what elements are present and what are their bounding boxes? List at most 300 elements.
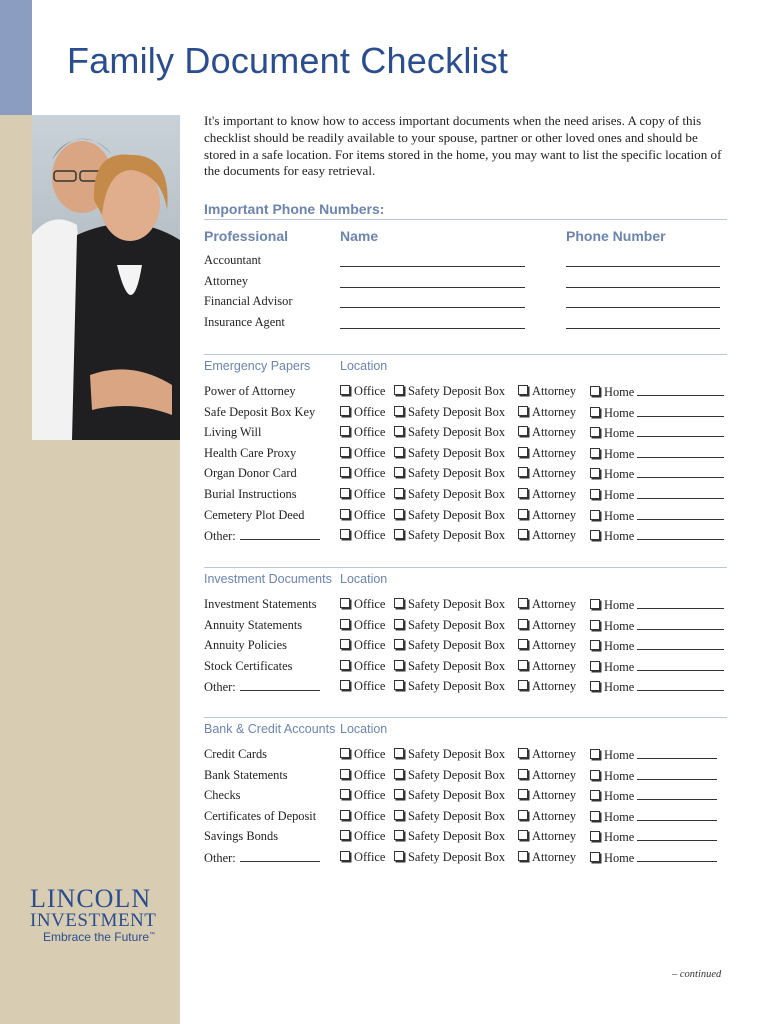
document-label [204,528,320,544]
home-location-field[interactable] [637,850,717,862]
checkbox-icon[interactable] [340,529,350,539]
checkbox-icon[interactable] [340,385,350,395]
checkbox-icon[interactable] [590,681,600,691]
option-home[interactable] [590,850,717,866]
section-title: Bank & Credit Accounts [204,722,336,736]
checkbox-icon[interactable] [394,830,404,840]
checkbox-icon[interactable] [340,769,350,779]
checkbox-icon[interactable] [394,680,404,690]
document-label [204,829,278,844]
option-label: Home [604,659,635,674]
checkbox-icon[interactable] [394,488,404,498]
section-location-label: Location [340,572,388,586]
option-label: Safety Deposit Box [408,617,506,632]
phone-field[interactable] [566,328,720,329]
checkbox-icon[interactable] [340,830,350,840]
checkbox-icon[interactable] [394,660,404,670]
option-home[interactable] [590,659,724,675]
name-field[interactable] [340,328,525,329]
home-location-field[interactable] [637,597,724,609]
option-label: Office [354,788,386,803]
option-label: Office [354,658,386,673]
document-row [204,829,730,849]
document-label-text: Power of Attorney [204,384,296,398]
option-safety-deposit-box[interactable] [394,405,505,420]
checkbox-icon[interactable] [394,406,404,416]
option-office[interactable] [340,466,385,481]
document-row [204,768,730,788]
document-row [204,508,730,528]
home-location-field[interactable] [637,679,724,691]
option-office[interactable] [340,425,385,440]
home-location-field[interactable] [637,829,717,841]
checkbox-icon[interactable] [340,447,350,457]
option-label: Safety Deposit Box [408,679,506,694]
home-location-field[interactable] [637,446,724,458]
document-row [204,659,730,679]
option-safety-deposit-box[interactable] [394,466,505,481]
option-safety-deposit-box[interactable] [394,850,505,865]
home-location-field[interactable] [637,618,724,630]
checkbox-icon[interactable] [590,599,600,609]
document-row [204,850,730,870]
document-label-text: Savings Bonds [204,829,279,844]
section-location-label: Location [340,722,388,736]
option-home[interactable] [590,446,724,462]
option-home[interactable] [590,809,717,825]
checkbox-icon[interactable] [340,619,350,629]
checkbox-icon[interactable] [394,447,404,457]
option-safety-deposit-box[interactable] [394,659,505,674]
option-home[interactable] [590,405,724,421]
option-attorney[interactable] [518,788,576,803]
document-label [204,747,267,762]
home-location-field[interactable] [637,487,724,499]
document-label-text: Investment Statements [204,597,317,611]
document-label [204,768,288,783]
checkbox-icon[interactable] [340,851,350,861]
option-label: Attorney [532,384,577,398]
home-location-field[interactable] [637,528,724,540]
checkbox-icon[interactable] [394,598,404,608]
checkbox-icon[interactable] [518,509,528,519]
option-safety-deposit-box[interactable] [394,809,505,824]
option-safety-deposit-box[interactable] [394,597,505,612]
checkbox-icon[interactable] [518,748,528,758]
intro-paragraph: It's important to know how to access important documents when the need arises. A copy of this checklist should be readily available to your spouse, partner or other loved ones and should be stored in a safe location. For items stored in the home, you may want to list the specific location of the documents for easy retrieval. [204,113,722,179]
option-office[interactable] [340,659,385,674]
checkbox-icon[interactable] [590,448,600,458]
checkbox-icon[interactable] [518,488,528,498]
option-attorney[interactable] [518,597,576,612]
checkbox-icon[interactable] [518,789,528,799]
option-attorney[interactable] [518,405,576,420]
option-home[interactable] [590,508,724,524]
phone-row [204,294,730,314]
document-label [204,679,320,695]
checkbox-icon[interactable] [394,851,404,861]
document-row [204,405,730,425]
checkbox-icon[interactable] [590,468,600,478]
option-safety-deposit-box[interactable] [394,384,505,399]
home-location-field[interactable] [637,747,717,759]
other-blank-field[interactable] [240,528,320,540]
option-label: Office [354,487,386,501]
option-label: Safety Deposit Box [408,487,506,501]
option-label: Office [354,528,386,543]
option-label: Attorney [532,617,577,632]
checkbox-icon[interactable] [590,530,600,540]
option-safety-deposit-box[interactable] [394,487,505,502]
checkbox-icon[interactable] [590,489,600,499]
home-location-field[interactable] [637,405,724,417]
option-office[interactable] [340,788,385,803]
phone-section-heading: Important Phone Numbers: [204,201,385,217]
phone-row [204,253,730,273]
option-office[interactable] [340,597,385,612]
option-attorney[interactable] [518,638,576,653]
section-title: Investment Documents [204,572,332,586]
section-title: Emergency Papers [204,359,311,373]
checkbox-icon[interactable] [518,810,528,820]
checkbox-icon[interactable] [394,619,404,629]
option-home[interactable] [590,425,724,441]
checkbox-icon[interactable] [340,810,350,820]
option-safety-deposit-box[interactable] [394,425,505,440]
option-safety-deposit-box[interactable] [394,618,505,633]
logo-tagline [30,930,170,944]
home-location-field[interactable] [637,809,717,821]
option-attorney[interactable] [518,809,576,824]
option-label: Home [604,809,635,824]
checkbox-icon[interactable] [518,769,528,779]
checkbox-icon[interactable] [590,811,600,821]
option-attorney[interactable] [518,850,576,865]
option-label: Office [354,767,386,782]
option-office[interactable] [340,384,385,399]
checkbox-icon[interactable] [518,426,528,436]
checkbox-icon[interactable] [394,529,404,539]
option-office[interactable] [340,446,385,461]
checkbox-icon[interactable] [340,680,350,690]
option-safety-deposit-box[interactable] [394,638,505,653]
option-label: Home [604,508,635,523]
phone-heading-rule [204,219,727,220]
checkbox-icon[interactable] [590,661,600,671]
checkbox-icon[interactable] [590,427,600,437]
option-label: Office [354,404,386,419]
option-safety-deposit-box[interactable] [394,768,505,783]
home-location-field[interactable] [637,659,724,671]
option-label: Attorney [532,658,577,673]
name-field[interactable] [340,307,525,308]
option-label: Attorney [532,788,577,803]
option-safety-deposit-box[interactable] [394,446,505,461]
option-label: Home [604,426,635,441]
option-office[interactable] [340,638,385,653]
document-row [204,466,730,486]
option-home[interactable] [590,487,724,503]
checkbox-icon[interactable] [518,406,528,416]
page-title: Family Document Checklist [67,40,509,81]
checkbox-icon[interactable] [340,639,350,649]
document-row [204,446,730,466]
checkbox-icon[interactable] [590,749,600,759]
name-field[interactable] [340,266,525,267]
option-label: Attorney [532,829,577,844]
option-office[interactable] [340,508,385,523]
checkbox-icon[interactable] [394,426,404,436]
option-home[interactable] [590,638,724,654]
document-label-text: Other: [204,851,236,865]
document-label [204,446,296,461]
option-office[interactable] [340,405,385,420]
checkbox-icon[interactable] [518,529,528,539]
option-safety-deposit-box[interactable] [394,508,505,523]
document-label-text: Bank Statements [204,767,288,782]
checkbox-icon[interactable] [518,447,528,457]
checkbox-icon[interactable] [518,619,528,629]
document-label [204,659,292,674]
home-location-field[interactable] [637,384,724,396]
option-safety-deposit-box[interactable] [394,528,505,543]
document-row [204,384,730,404]
checkbox-icon[interactable] [394,748,404,758]
checkbox-icon[interactable] [590,510,600,520]
option-home[interactable] [590,788,717,804]
option-label: Safety Deposit Box [408,466,506,481]
option-label: Attorney [532,638,577,653]
option-safety-deposit-box[interactable] [394,679,505,694]
option-label: Office [354,638,386,653]
option-label: Home [604,680,635,695]
document-label [204,809,316,824]
checkbox-icon[interactable] [590,620,600,630]
phone-field[interactable] [566,307,720,308]
option-label: Attorney [532,404,577,419]
option-label: Safety Deposit Box [408,638,506,653]
document-label-text: Cemetery Plot Deed [204,507,305,522]
option-label: Attorney [532,850,577,864]
checkbox-icon[interactable] [590,790,600,800]
document-label [204,508,304,523]
option-label: Office [354,829,386,844]
logo-tm: ™ [149,932,155,938]
option-home[interactable] [590,747,717,763]
checkbox-icon[interactable] [590,386,600,396]
document-row [204,788,730,808]
lincoln-investment-logo [30,886,170,944]
option-home[interactable] [590,466,724,482]
document-label-text: Health Care Proxy [204,445,297,460]
checkbox-icon[interactable] [518,639,528,649]
document-row [204,638,730,658]
checkbox-icon[interactable] [340,598,350,608]
option-office[interactable] [340,747,385,762]
option-label: Safety Deposit Box [408,829,506,844]
document-label-text: Living Will [204,425,262,440]
checkbox-icon[interactable] [518,598,528,608]
option-attorney[interactable] [518,768,576,783]
phone-row-label: Attorney [204,274,249,288]
option-label: Attorney [532,679,577,694]
option-label: Attorney [532,767,577,782]
checkbox-icon[interactable] [518,851,528,861]
phone-field[interactable] [566,266,720,267]
col-professional: Professional [204,228,289,244]
option-label: Office [354,747,386,761]
document-row [204,747,730,767]
document-label-text: Certificates of Deposit [204,808,317,823]
section-heading [204,572,727,590]
option-office[interactable] [340,679,385,694]
option-attorney[interactable] [518,425,576,440]
checkbox-icon[interactable] [394,789,404,799]
option-attorney[interactable] [518,829,576,844]
section-rule [204,717,727,718]
option-label: Safety Deposit Box [408,445,506,460]
option-label: Office [354,597,386,611]
document-label-text: Annuity Statements [204,617,303,632]
home-location-field[interactable] [637,768,717,780]
option-safety-deposit-box[interactable] [394,788,505,803]
checkbox-icon[interactable] [340,426,350,436]
phone-row [204,315,730,335]
option-label: Safety Deposit Box [408,404,506,419]
document-label-text: Checks [204,788,241,803]
option-attorney[interactable] [518,508,576,523]
checkbox-icon[interactable] [590,852,600,862]
option-attorney[interactable] [518,659,576,674]
checkbox-icon[interactable] [518,660,528,670]
home-location-field[interactable] [637,788,717,800]
checkbox-icon[interactable] [394,810,404,820]
corner-accent-block [0,0,32,115]
option-label: Home [604,446,635,461]
option-home[interactable] [590,528,724,544]
other-blank-field[interactable] [240,850,320,862]
section-heading [204,359,727,377]
name-field[interactable] [340,287,525,288]
option-safety-deposit-box[interactable] [394,747,505,762]
home-location-field[interactable] [637,508,724,520]
option-attorney[interactable] [518,487,576,502]
checkbox-icon[interactable] [518,830,528,840]
option-home[interactable] [590,768,717,784]
checkbox-icon[interactable] [340,660,350,670]
option-label: Office [354,384,386,398]
option-label: Attorney [532,747,577,761]
couple-photo [32,115,180,440]
document-label-text: Burial Instructions [204,487,297,501]
option-label: Home [604,529,635,544]
option-office[interactable] [340,850,385,865]
home-location-field[interactable] [637,466,724,478]
checkbox-icon[interactable] [340,748,350,758]
option-attorney[interactable] [518,747,576,762]
option-office[interactable] [340,618,385,633]
option-label: Attorney [532,466,577,481]
document-label [204,487,297,502]
option-label: Attorney [532,487,577,501]
phone-field[interactable] [566,287,720,288]
checkbox-icon[interactable] [518,680,528,690]
checkbox-icon[interactable] [340,488,350,498]
checkbox-icon[interactable] [394,769,404,779]
continued-note: – continued [672,969,722,980]
phone-row-label: Insurance Agent [204,315,285,329]
option-safety-deposit-box[interactable] [394,829,505,844]
option-label: Attorney [532,445,577,460]
section-rule [204,354,727,355]
option-label: Home [604,789,635,804]
section-heading [204,722,727,740]
option-label: Safety Deposit Box [408,788,506,803]
option-attorney[interactable] [518,679,576,694]
option-label: Safety Deposit Box [408,425,506,440]
option-label: Safety Deposit Box [408,528,506,543]
checkbox-icon[interactable] [394,639,404,649]
checkbox-icon[interactable] [394,467,404,477]
document-row [204,425,730,445]
logo-tagline-text: Embrace the Future [42,930,149,944]
option-office[interactable] [340,528,385,543]
home-location-field[interactable] [637,425,724,437]
option-office[interactable] [340,487,385,502]
checkbox-icon[interactable] [590,770,600,780]
option-office[interactable] [340,768,385,783]
document-row [204,618,730,638]
option-attorney[interactable] [518,446,576,461]
document-label [204,466,297,481]
checkbox-icon[interactable] [518,467,528,477]
option-label: Office [354,445,386,460]
option-office[interactable] [340,829,385,844]
checkbox-icon[interactable] [340,467,350,477]
checkbox-icon[interactable] [340,789,350,799]
checkbox-icon[interactable] [518,385,528,395]
option-attorney[interactable] [518,618,576,633]
document-label [204,597,317,612]
home-location-field[interactable] [637,638,724,650]
checkbox-icon[interactable] [590,407,600,417]
document-label [204,850,320,866]
document-label-text: Stock Certificates [204,658,293,673]
option-label: Safety Deposit Box [408,597,506,611]
option-attorney[interactable] [518,466,576,481]
option-attorney[interactable] [518,528,576,543]
checkbox-icon[interactable] [394,509,404,519]
option-attorney[interactable] [518,384,576,399]
document-row [204,809,730,829]
option-label: Attorney [532,507,577,522]
option-home[interactable] [590,618,724,634]
checkbox-icon[interactable] [394,385,404,395]
checkbox-icon[interactable] [340,406,350,416]
checkbox-icon[interactable] [340,509,350,519]
checkbox-icon[interactable] [590,640,600,650]
checkbox-icon[interactable] [590,831,600,841]
option-office[interactable] [340,809,385,824]
option-home[interactable] [590,597,724,613]
other-blank-field[interactable] [240,679,320,691]
option-label: Safety Deposit Box [408,507,506,522]
document-label-text: Annuity Policies [204,638,287,653]
option-home[interactable] [590,829,717,845]
option-label: Home [604,639,635,654]
option-home[interactable] [590,679,724,695]
option-home[interactable] [590,384,724,400]
